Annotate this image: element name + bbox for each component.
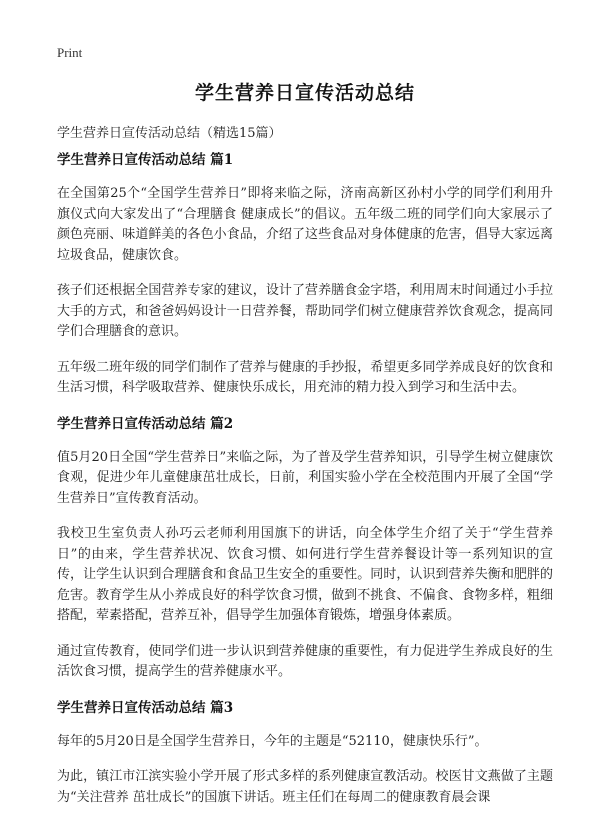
- paragraph: 我校卫生室负责人孙巧云老师利用国旗下的讲话，向全体学生介绍了关于“学生营养日”的由来，学生营养状况、饮食习惯、如何进行学生营养餐设计等一系列知识的宣传，让学生认识到合理膳食和食品卫生安全的重要性。同时，认识到营养失衡和肥胖的危害。教育学生从小养成良好的科学饮食习惯，做到不挑食、不偏食、食物多样，粗细搭配，荤素搭配，营养互补，倡导学生加强体育锻炼，增强身体素质。: [57, 526, 553, 623]
- page-title: 学生营养日宣传活动总结: [194, 82, 415, 104]
- page-subtitle: 学生营养日宣传活动总结（精选15篇）: [57, 126, 282, 141]
- section-heading: 学生营养日宣传活动总结 篇3: [57, 699, 234, 716]
- paragraph: 在全国第25个“全国学生营养日”即将来临之际，济南高新区孙村小学的同学们利用升旗仪式向大家发出了“合理膳食 健康成长”的倡议。五年级二班的同学们向大家展示了颜色亮丽、味道鲜美的各色小食品，介绍了这些食品对身体健康的危害，倡导大家远离垃圾食品，健康饮食。: [57, 186, 553, 263]
- paragraph: 值5月20日全国“学生营养日”来临之际，为了普及学生营养知识，引导学生树立健康饮食观，促进少年儿童健康茁壮成长，日前，利国实验小学在全校范围内开展了全国“学生营养日”宣传教育活动。: [57, 449, 553, 506]
- section-3: [57, 698, 553, 809]
- document-content: [57, 150, 553, 823]
- paragraph: 为此，镇江市江滨实验小学开展了形式多样的系列健康宣教活动。校医甘文燕做了主题为“关注营养 茁壮成长”的国旗下讲话。班主任们在每周二的健康教育晨会课: [57, 769, 553, 805]
- section-heading: 学生营养日宣传活动总结 篇1: [57, 152, 234, 168]
- section-2: [57, 414, 553, 683]
- section-heading: 学生营养日宣传活动总结 篇2: [57, 415, 234, 432]
- paragraph: 每年的5月20日是全国学生营养日，今年的主题是“52110，健康快乐行”。: [57, 733, 488, 749]
- paragraph: 孩子们还根据全国营养专家的建议，设计了营养膳食金字塔，利用周末时间通过小手拉大手的方式，和爸爸妈妈设计一日营养餐，帮助同学们树立健康营养饮食观念，提高同学们合理膳食的意识。: [57, 283, 553, 339]
- paragraph: 通过宣传教育，使同学们进一步认识到营养健康的重要性，有力促进学生养成良好的生活饮食习惯，提高学生的营养健康水平。: [57, 643, 553, 679]
- print-link[interactable]: Print: [57, 45, 83, 60]
- section-1: [57, 150, 553, 399]
- paragraph: 五年级二班年级的同学们制作了营养与健康的手抄报，希望更多同学养成良好的饮食和生活习惯，科学吸取营养、健康快乐成长，用充沛的精力投入到学习和生活中去。: [57, 359, 553, 395]
